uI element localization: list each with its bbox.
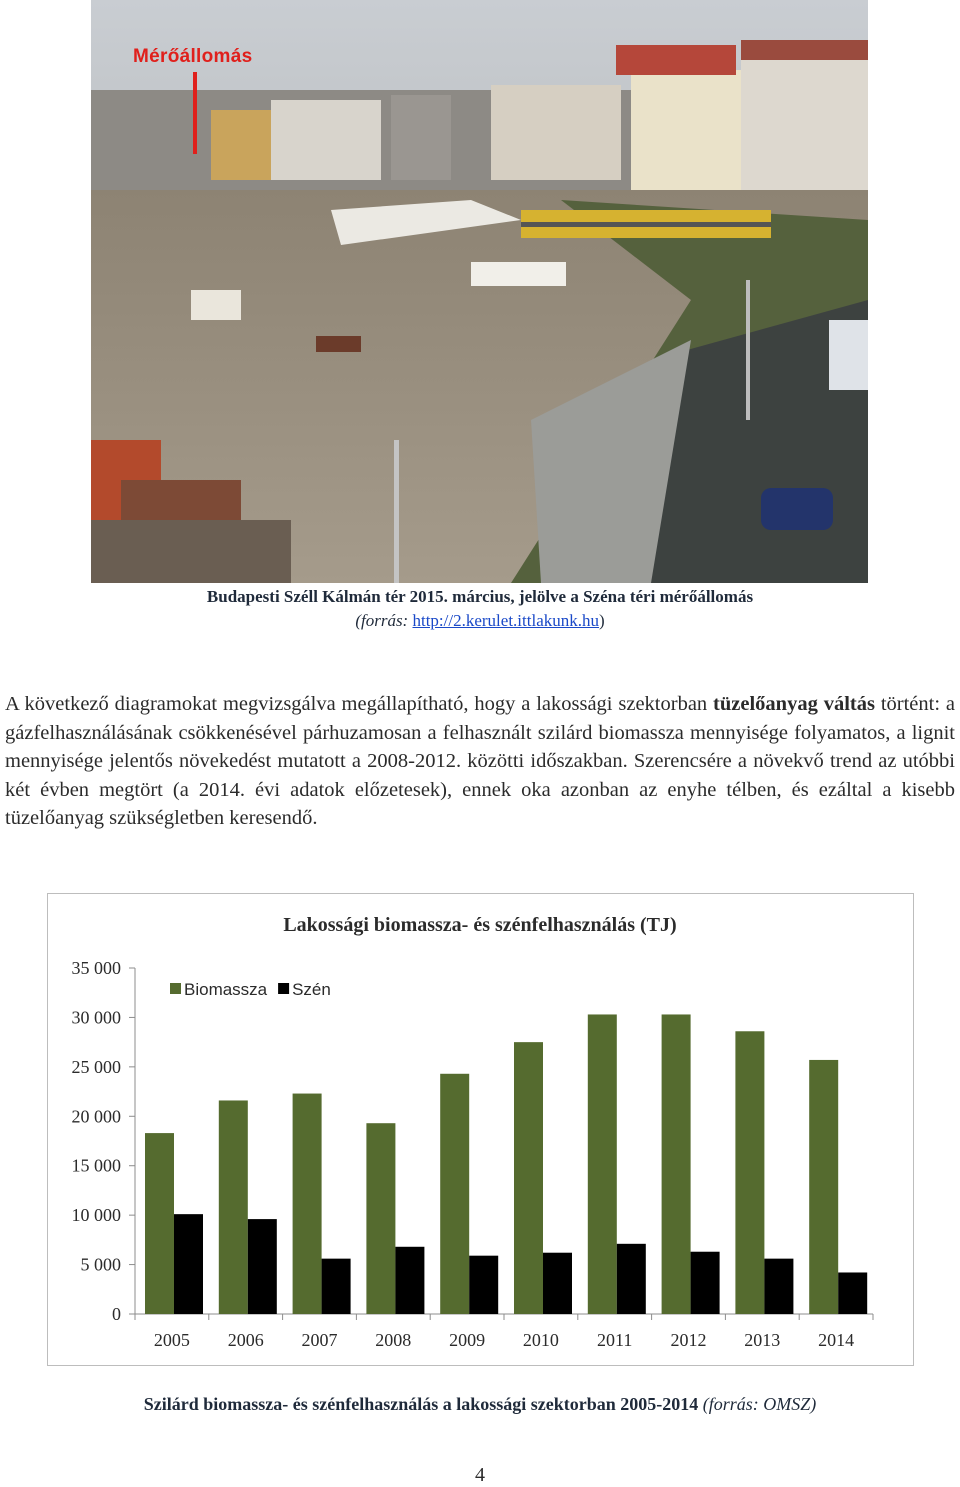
- bar-szén-2009: [469, 1256, 498, 1314]
- photo-caption-title: Budapesti Széll Kálmán tér 2015. március, jelölve a Széna téri mérőállomás: [206, 587, 754, 606]
- legend-swatch-biomassza: [170, 983, 181, 994]
- photo-illustration: [91, 0, 868, 583]
- chart-caption: [0, 1394, 960, 1415]
- source-suffix: ): [599, 611, 605, 630]
- bar-szén-2013: [764, 1259, 793, 1314]
- y-tick-label: 30 000: [71, 1007, 121, 1028]
- bar-biomassza-2005: [145, 1133, 174, 1314]
- chart-title: Lakossági biomassza- és szénfelhasználás (TJ): [283, 914, 677, 936]
- paragraph-part-2: történt: a gázfelhasználásának csökkenésével párhuzamosan a felhasznált szilárd biomassza mennyisége folyamatos, a lignit mennyisége jelentős növekedést mutatott a 2008-2012. közötti időszakban. Szerencsére a növekvő trend az utóbbi két évben megtört (a 2014. évi adatok előzetesek), ennek oka azonban az enyhe télben, és ezáltal a kisebb tüzelőanyag szükségletben keresendő.: [5, 693, 955, 830]
- bar-biomassza-2007: [293, 1094, 322, 1314]
- paragraph-bold-term: tüzelőanyag váltás: [713, 693, 875, 715]
- paragraph-part-1: A következő diagramokat megvizsgálva megállapítható, hogy a lakossági szektorban: [5, 693, 714, 715]
- y-tick-label: 15 000: [71, 1155, 121, 1176]
- bar-szén-2007: [322, 1259, 351, 1314]
- bar-biomassza-2014: [809, 1060, 838, 1314]
- bar-biomassza-2013: [735, 1031, 764, 1314]
- y-tick-label: 35 000: [71, 958, 121, 978]
- chart-caption-title: Szilárd biomassza- és szénfelhasználás a lakossági szektorban 2005-2014: [143, 1394, 699, 1414]
- x-tick-label: 2011: [597, 1330, 633, 1350]
- bar-szén-2008: [395, 1247, 424, 1314]
- x-tick-label: 2008: [375, 1330, 412, 1350]
- y-tick-label: 0: [112, 1304, 121, 1324]
- bar-szén-2010: [543, 1253, 572, 1314]
- bar-szén-2005: [174, 1214, 203, 1314]
- construction-site-photo: [91, 0, 868, 583]
- source-link[interactable]: http://2.kerulet.ittlakunk.hu: [412, 611, 599, 630]
- x-tick-label: 2010: [522, 1330, 559, 1350]
- bar-biomassza-2009: [440, 1074, 469, 1314]
- x-tick-label: 2013: [744, 1330, 781, 1350]
- bar-biomassza-2010: [514, 1042, 543, 1314]
- source-prefix: (forrás:: [355, 611, 413, 630]
- x-tick-label: 2007: [301, 1330, 338, 1350]
- chart-caption-source: (forrás: OMSZ): [702, 1394, 817, 1414]
- legend-swatch-szén: [278, 983, 289, 994]
- y-tick-label: 5 000: [80, 1254, 121, 1275]
- page-number: 4: [475, 1464, 485, 1486]
- bar-chart: [47, 893, 914, 1366]
- bar-szén-2006: [248, 1219, 277, 1314]
- x-tick-label: 2012: [670, 1330, 707, 1350]
- x-tick-label: 2014: [818, 1330, 855, 1350]
- photo-station-label: Mérőállomás: [133, 46, 253, 67]
- y-tick-label: 10 000: [71, 1205, 121, 1226]
- x-tick-label: 2006: [227, 1330, 264, 1350]
- x-tick-label: 2009: [449, 1330, 486, 1350]
- bar-biomassza-2012: [662, 1014, 691, 1314]
- bar-szén-2014: [838, 1272, 867, 1314]
- bar-szén-2012: [691, 1252, 720, 1314]
- photo-caption-source: [0, 611, 960, 631]
- chart-canvas: [48, 894, 913, 1365]
- legend-label-szén: Szén: [292, 980, 331, 999]
- bar-szén-2011: [617, 1244, 646, 1314]
- y-tick-label: 25 000: [71, 1056, 121, 1077]
- bar-biomassza-2011: [588, 1014, 617, 1314]
- body-paragraph: [5, 690, 955, 833]
- x-tick-label: 2005: [153, 1330, 190, 1350]
- bar-biomassza-2008: [366, 1123, 395, 1314]
- y-tick-label: 20 000: [71, 1106, 121, 1127]
- legend-label-biomassza: Biomassza: [184, 980, 268, 999]
- bar-biomassza-2006: [219, 1100, 248, 1314]
